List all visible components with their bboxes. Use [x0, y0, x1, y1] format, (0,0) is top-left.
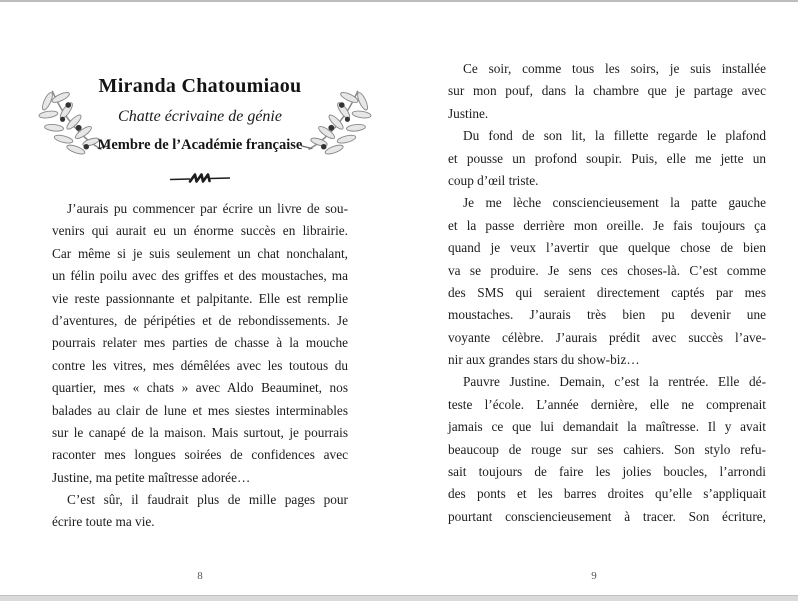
text-line: sur mon pouf, dans la chambre que je partage avec	[448, 83, 766, 99]
text-line: vie reste passionnante et palpitante. Elle est remplie	[52, 290, 348, 306]
squiggle-divider-icon	[169, 171, 231, 185]
chapter-author-role: Chatte écrivaine de génie	[118, 108, 282, 125]
right-page-body-text	[448, 58, 766, 528]
chapter-author-title: Miranda Chatoumiaou	[98, 75, 302, 97]
text-line: Justine, ma petite maîtresse adorée…	[52, 469, 251, 485]
left-page-body-text	[52, 198, 348, 534]
text-line: sur le canapé de la maison. Mais surtout, je pourrais	[52, 424, 348, 440]
page-number: 8	[197, 570, 203, 582]
text-line: Du fond de son lit, la fillette regarde le plafond	[463, 128, 766, 144]
text-line: des ponts et les barres droites qu’elle s’appliquait	[448, 486, 766, 502]
text-line: Justine.	[448, 105, 489, 121]
text-line: venirs qui aurait eu un énorme succès en librairie.	[52, 223, 348, 239]
text-line: pourrais relater mes parties de chasse à la mouche	[52, 335, 348, 351]
text-line: C’est sûr, il faudrait plus de mille pages pour	[67, 492, 348, 508]
text-line: Ce soir, comme tous les soirs, je suis installée	[463, 61, 766, 76]
text-line: pourtant consciencieusement à tracer. Son écriture,	[448, 508, 766, 524]
text-line: écrire toute ma vie.	[52, 514, 155, 530]
text-line: teste l’école. L’année dernière, elle ne comprenait	[448, 396, 766, 412]
text-line: contre les vitres, mes démêlées avec les toutous du	[52, 357, 348, 373]
text-line: des SMS qui seraient directement captés par mes	[448, 284, 766, 300]
text-line: balades au clair de lune et mes siestes interminables	[52, 402, 348, 418]
text-line: jamais ce que lui demandait la maîtresse. Il y avait	[448, 419, 766, 435]
text-line: moustaches. J’aurais très bien pu devenir une	[448, 307, 766, 323]
text-line: et la passe derrière mon oreille. Je fais toujours ça	[448, 217, 766, 233]
text-line: et pousse un profond soupir. Puis, elle me jette un	[448, 150, 766, 166]
text-line: voyante célèbre. J’aurais prédit avec succès l’ave-	[448, 329, 766, 345]
page-bottom-edge	[0, 595, 798, 601]
text-line: sait toujours de faire les jolies boucles, l’arrondi	[448, 464, 766, 480]
text-line: J’aurais pu commencer par écrire un livre de sou-	[67, 201, 348, 216]
text-line: un félin poilu avec des griffes et des moustaches, ma	[52, 268, 348, 284]
page-number: 9	[591, 570, 597, 582]
text-line: Pauvre Justine. Demain, c’est la rentrée. Elle dé-	[463, 374, 766, 390]
text-line: raconter mes longues soirées de confidences avec	[52, 447, 348, 463]
text-line: Je me lèche consciencieusement la patte gauche	[463, 195, 766, 211]
text-line: quand je veux l’avertir que quelque chose de bien	[448, 240, 766, 256]
text-line: coup d’œil triste.	[448, 172, 539, 188]
right-page	[399, 0, 798, 595]
text-line: va se produire. Je sens ces choses-là. C’est comme	[448, 262, 766, 278]
text-line: d’aventures, de péripéties et de rebondissements. Je	[52, 312, 348, 328]
text-line: Car même si je suis seulement un chat nonchalant,	[52, 245, 348, 261]
text-line: nir aux grandes stars du show-biz…	[448, 352, 640, 368]
chapter-author-affiliation: Membre de l’Académie française	[97, 137, 303, 153]
text-line: beaucoup de rouge sur ses cahiers. Son stylo refu-	[448, 441, 766, 457]
left-page	[0, 0, 399, 595]
text-line: quartier, mes « chats » avec Aldo Beauminet, nos	[52, 380, 348, 396]
